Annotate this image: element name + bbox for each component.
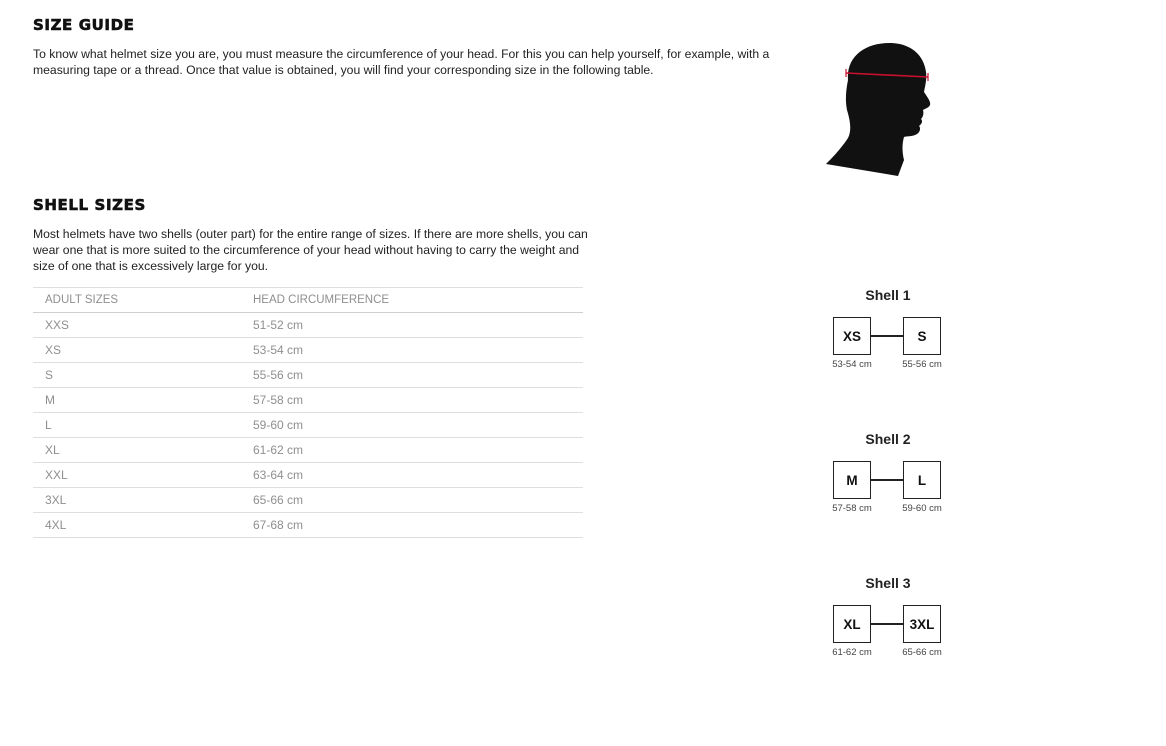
size-table [33, 287, 583, 538]
shell-title: Shell 2 [865, 431, 911, 447]
table-row [33, 438, 583, 463]
shell-size-box: XL [833, 605, 871, 643]
shell-size-box: M [833, 461, 871, 499]
size-cell: 3XL [33, 488, 241, 513]
table-row [33, 313, 583, 338]
shell-title: Shell 3 [865, 575, 911, 591]
size-cell: M [33, 388, 241, 413]
size-guide-title: SIZE GUIDE [33, 16, 135, 34]
shell-measure-label: 61-62 cm [832, 647, 872, 658]
size-cell: XL [33, 438, 241, 463]
circumference-cell: 53-54 cm [241, 338, 583, 363]
circumference-cell: 55-56 cm [241, 363, 583, 388]
head-silhouette-icon [820, 40, 935, 180]
header-adult-sizes: ADULT SIZES [33, 288, 241, 313]
size-cell: S [33, 363, 241, 388]
size-cell: XXS [33, 313, 241, 338]
size-cell: 4XL [33, 513, 241, 538]
shell-size-box: L [903, 461, 941, 499]
size-guide-intro-text: To know what helmet size you are, you must measure the circumference of your head. For this you can help yourself, for example, with a measuring tape or a thread. Once that value is obtained, you will find your corresponding size in the following table. [33, 47, 770, 77]
head-silhouette-shape [826, 43, 930, 176]
circumference-cell: 59-60 cm [241, 413, 583, 438]
table-row [33, 488, 583, 513]
table-row [33, 463, 583, 488]
table-row [33, 413, 583, 438]
circumference-cell: 61-62 cm [241, 438, 583, 463]
circumference-cell: 65-66 cm [241, 488, 583, 513]
shell-measure-label: 53-54 cm [832, 359, 872, 370]
header-head-circumference: HEAD CIRCUMFERENCE [241, 288, 583, 313]
shell-size-box: S [903, 317, 941, 355]
shell-title: Shell 1 [865, 287, 911, 303]
table-row [33, 388, 583, 413]
size-cell: XXL [33, 463, 241, 488]
size-cell: XS [33, 338, 241, 363]
shell-measure-label: 65-66 cm [902, 647, 942, 658]
circumference-cell: 67-68 cm [241, 513, 583, 538]
circumference-cell: 51-52 cm [241, 313, 583, 338]
shell-size-box: XS [833, 317, 871, 355]
size-cell: L [33, 413, 241, 438]
shell-connector [871, 479, 903, 481]
table-header-row [33, 288, 583, 313]
shell-size-box: 3XL [903, 605, 941, 643]
shell-connector [871, 623, 903, 625]
shell-sizes-text: Most helmets have two shells (outer part) for the entire range of sizes. If there are more shells, you can wear one that is more suited to the circumference of your head without having to carry the weight and size of one that is excessively large for you. [33, 227, 588, 273]
table-row [33, 363, 583, 388]
shell-measure-label: 59-60 cm [902, 503, 942, 514]
shell-connector [871, 335, 903, 337]
shell-measure-label: 55-56 cm [902, 359, 942, 370]
circumference-cell: 63-64 cm [241, 463, 583, 488]
shell-sizes-title: SHELL SIZES [33, 196, 146, 214]
table-row [33, 338, 583, 363]
circumference-cell: 57-58 cm [241, 388, 583, 413]
table-row [33, 513, 583, 538]
shell-measure-label: 57-58 cm [832, 503, 872, 514]
